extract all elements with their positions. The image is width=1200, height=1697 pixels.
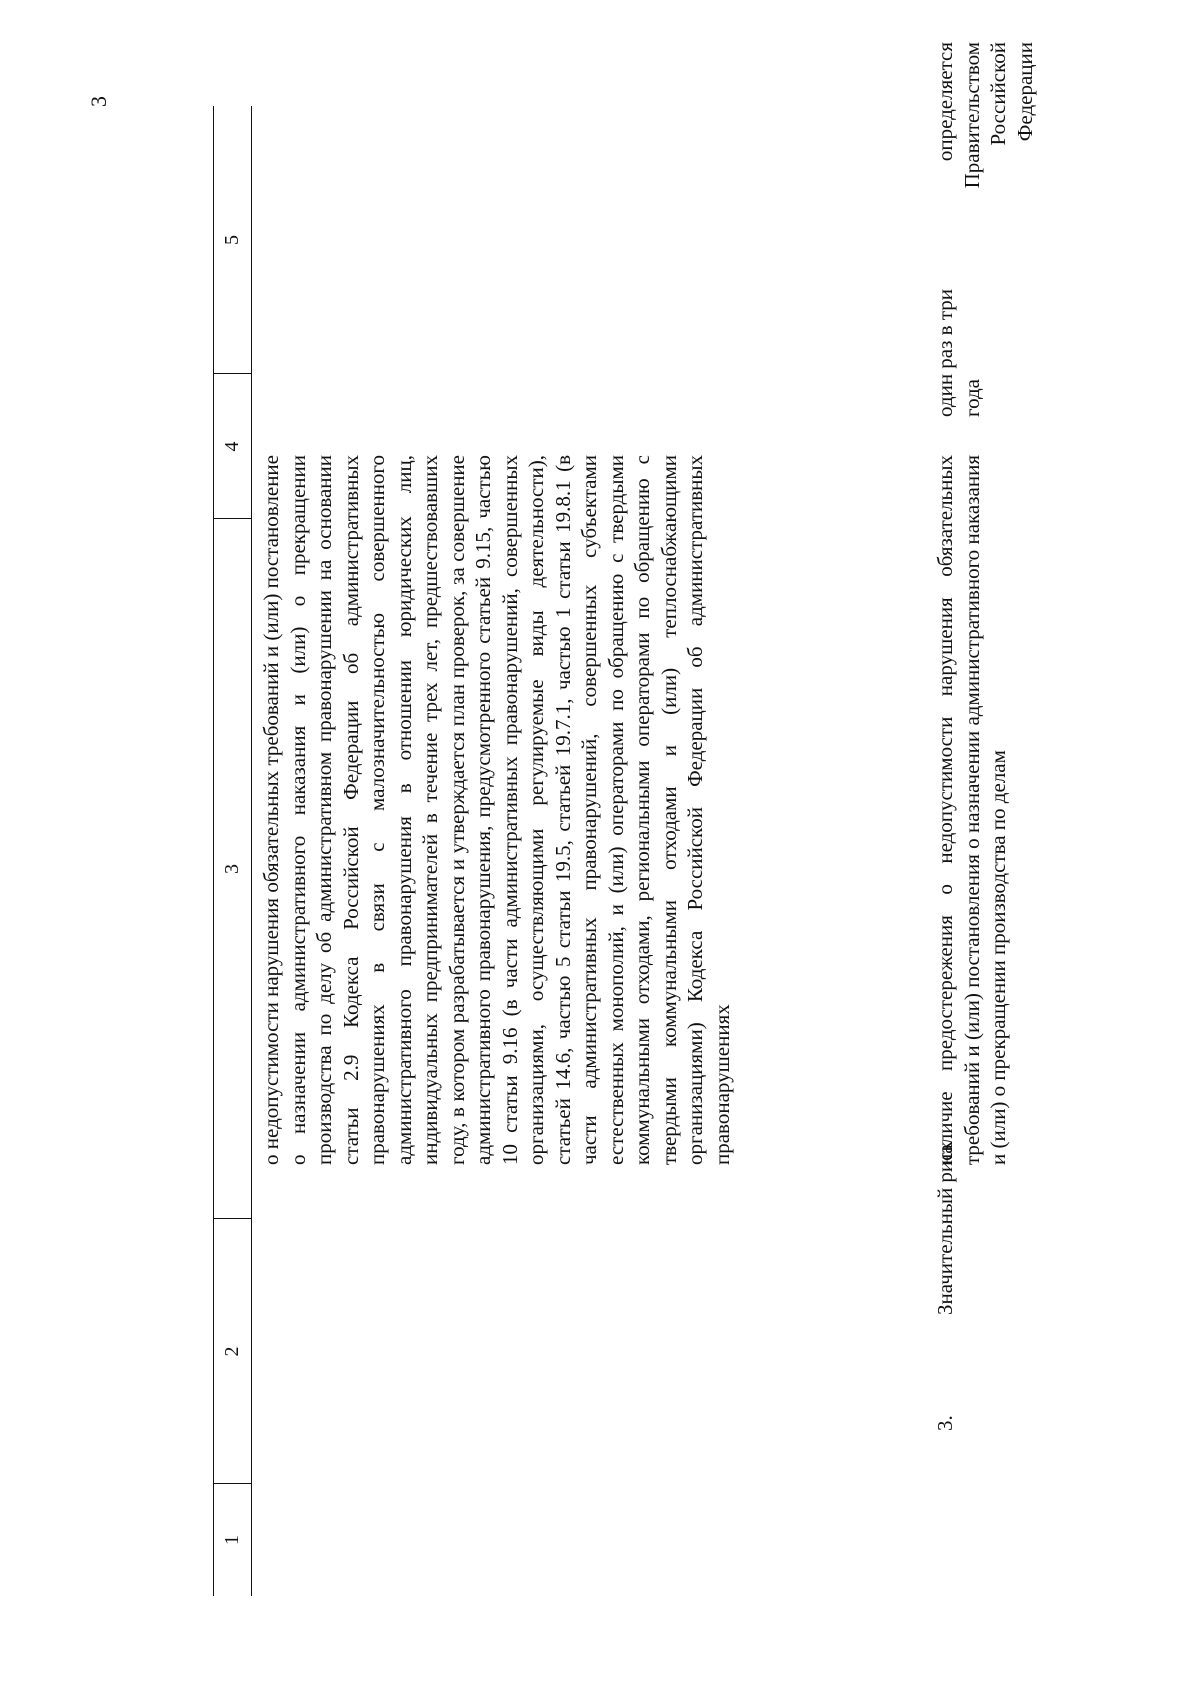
column-number-1: 1 [214, 1483, 251, 1596]
risk-criterion-text: наличие предостережения о недопустимости нарушения обязательных требований и (или) постановления о назначении административного наказания и (или) о прекращении производства по делам [933, 455, 1010, 1165]
page-number: 3 [86, 96, 111, 107]
risk-category: Значительный риск [933, 1141, 957, 1315]
column-number-5: 5 [221, 235, 243, 245]
determining-authority: определяется Правительством Российской Федерации [933, 42, 1037, 189]
table-header-row [213, 106, 252, 1596]
inspection-frequency: один раз в три года [933, 288, 984, 417]
column-number-2: 2 [214, 1218, 251, 1484]
row-number: 3. [933, 1415, 957, 1431]
column-number-4: 4 [214, 373, 251, 519]
column-number-3: 3 [214, 518, 251, 1219]
continued-criterion-text: о недопустимости нарушения обязательных требований и (или) постановление о назначении административного наказания и (или) о прекращении производства по делу об административном правонарушении на основании статьи 2.9 Кодекса Российской Федерации об административных правонарушениях в связи с малозначительностью совершенного административного правонарушения в отношении юридических лиц, индивидуальных предпринимателей в течение трех лет, предшествовавших году, в котором разрабатывается и утверждается план проверок, за совершение административного правонарушения, предусмотренного статьей 9.15, частью 10 статьи 9.16 (в части административных правонарушений, совершенных организациями, осуществляющими регулируемые виды деятельности), статьей 14.6, частью 5 статьи 19.5, статьей 19.7.1, частью 1 статьи 19.8.1 (в части административных правонарушений, совершенных субъектами естественных монополий, и (или) операторами по обращению с твердыми коммунальными отходами, региональными операторами по обращению с твердыми коммунальными отходами и (или) теплоснабжающими организациями) Кодекса Российской Федерации об административных правонарушениях [259, 455, 734, 1165]
